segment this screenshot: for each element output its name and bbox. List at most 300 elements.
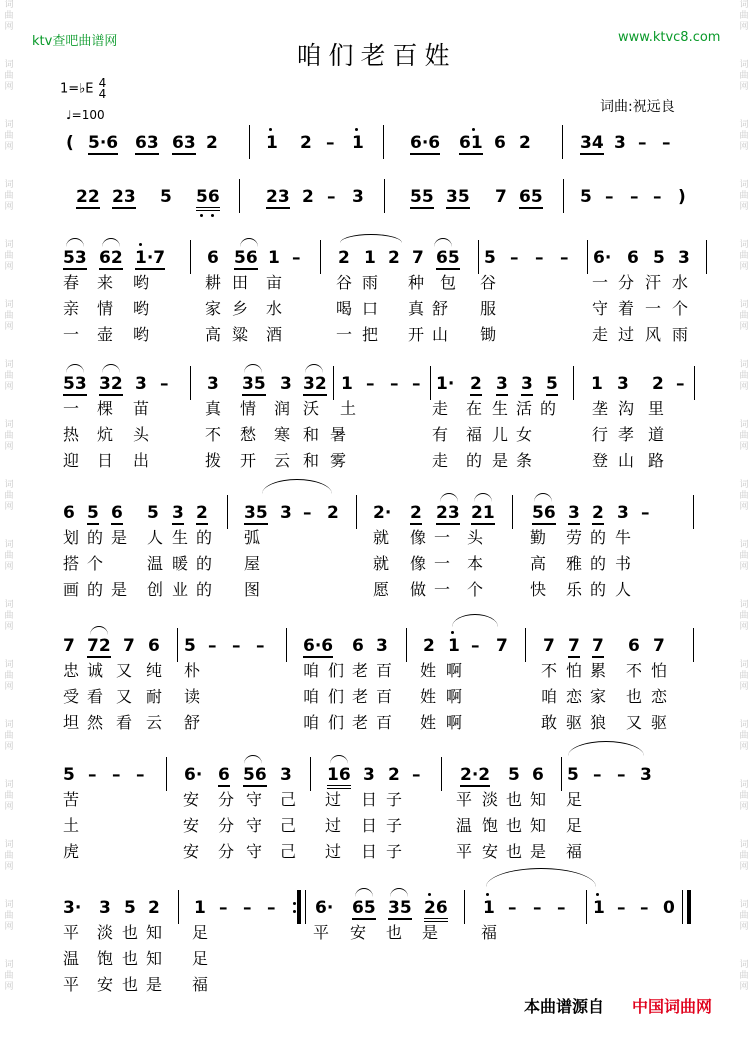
- note: 1: [483, 898, 495, 918]
- high-dot: [269, 128, 272, 131]
- lyric: 福: [481, 923, 498, 942]
- lyric: 安: [482, 842, 499, 861]
- lyric: 愁: [240, 425, 257, 444]
- lyric: 水: [266, 299, 283, 318]
- note: 2: [470, 374, 482, 394]
- lyric: 的: [590, 554, 607, 573]
- lyric: 啊: [446, 713, 463, 732]
- lyric: 一: [592, 273, 609, 292]
- note: 6·: [315, 898, 334, 918]
- barline: [512, 495, 513, 529]
- slur: [568, 741, 644, 756]
- slur: [244, 755, 262, 764]
- note: 6·6: [303, 636, 334, 656]
- lyric: 哟: [133, 325, 150, 344]
- lyric: 开: [408, 325, 425, 344]
- note: 1: [364, 248, 376, 268]
- lyric: 安: [183, 842, 200, 861]
- lyric: 苦: [63, 790, 80, 809]
- repeat-dot: [293, 910, 296, 913]
- note: –: [640, 898, 649, 918]
- note: 2: [388, 248, 400, 268]
- lyric: 温: [147, 554, 164, 573]
- lyrics-line-7-verse-2: [0, 816, 753, 838]
- note: 2: [388, 765, 400, 785]
- watermark-text: 词 曲 网: [739, 480, 749, 512]
- lyric: 子: [386, 790, 403, 809]
- time-signature-top: 4: [98, 76, 107, 90]
- lyric: 福: [192, 975, 209, 994]
- slur: [102, 238, 120, 247]
- watermark-text: 词 曲 网: [4, 720, 14, 752]
- note: 2: [338, 248, 350, 268]
- barline: [561, 757, 562, 791]
- lyric: 也: [626, 687, 643, 706]
- note: 5·6: [88, 133, 119, 153]
- note: 6: [628, 636, 640, 656]
- lyric: 个: [467, 580, 484, 599]
- high-dot: [428, 893, 431, 896]
- lyric: 的: [87, 580, 104, 599]
- source-site-link[interactable]: 中国词曲网: [632, 997, 713, 1016]
- lyric: 行: [592, 425, 609, 444]
- lyrics-line-3-verse-1: [0, 273, 753, 295]
- high-dot: [451, 631, 454, 634]
- note: –: [653, 187, 662, 207]
- lyric: 创: [147, 580, 164, 599]
- lyric: 种: [408, 273, 425, 292]
- note: –: [303, 503, 312, 523]
- lyric: 平: [456, 790, 473, 809]
- lyric: 的: [540, 399, 557, 418]
- site-link-left[interactable]: ktv查吧曲谱网: [32, 34, 118, 49]
- lyric: 划: [63, 528, 80, 547]
- high-dot: [486, 893, 489, 896]
- lyric: 啊: [446, 687, 463, 706]
- lyric: 看: [87, 687, 104, 706]
- lyric: 知: [146, 923, 163, 942]
- lyric: 分: [218, 816, 235, 835]
- barline: [694, 366, 695, 400]
- lyric: 家: [205, 299, 222, 318]
- note: 23: [266, 187, 290, 207]
- lyric: 也: [386, 923, 403, 942]
- watermark-text: 词 曲 网: [739, 420, 749, 452]
- lyric: 哟: [133, 299, 150, 318]
- slur: [330, 755, 348, 764]
- note: 3: [280, 503, 292, 523]
- lyric: 热: [63, 425, 80, 444]
- note: 62: [99, 248, 123, 268]
- note: 26: [424, 898, 448, 922]
- barline: [587, 240, 588, 274]
- note: 56: [532, 503, 556, 523]
- note: 72: [87, 636, 111, 656]
- lyric: 淡: [482, 790, 499, 809]
- note: 63: [172, 133, 196, 153]
- lyric: 一: [434, 580, 451, 599]
- barline: [249, 125, 250, 159]
- barline: [190, 240, 191, 274]
- lyric: 日: [361, 816, 378, 835]
- note: 1·: [436, 374, 455, 394]
- lyric: 们: [328, 713, 345, 732]
- source-label: 本曲谱源自: [524, 997, 605, 1016]
- note: 35: [244, 503, 268, 523]
- lyric: 雨: [362, 273, 379, 292]
- note: 2·: [373, 503, 392, 523]
- lyric: 也: [506, 816, 523, 835]
- barline: [525, 628, 526, 662]
- note: –: [560, 248, 569, 268]
- lyrics-line-8-verse-1: [0, 923, 753, 945]
- lyric: 恋: [566, 687, 583, 706]
- note: 21: [471, 503, 495, 523]
- lyrics-line-6-verse-3: [0, 713, 753, 735]
- lyric: 哟: [133, 273, 150, 292]
- watermark-text: 词 曲 网: [4, 480, 14, 512]
- note: –: [88, 765, 97, 785]
- lyric: 温: [63, 949, 80, 968]
- score-line-8: [0, 898, 753, 922]
- lyric: 又: [116, 687, 133, 706]
- lyric: 图: [244, 580, 261, 599]
- lyric: 咱: [303, 661, 320, 680]
- lyric: 啊: [446, 661, 463, 680]
- lyric: 头: [133, 425, 150, 444]
- lyric: 老: [352, 687, 369, 706]
- lyric: 口: [362, 299, 379, 318]
- lyric: 然: [87, 713, 104, 732]
- lyrics-line-7-verse-3: [0, 842, 753, 864]
- lyric: 守: [246, 790, 263, 809]
- lyric: 一: [434, 528, 451, 547]
- note: 6: [218, 765, 230, 785]
- note: 32: [99, 374, 123, 394]
- note: 5: [124, 898, 136, 918]
- note: 2: [519, 133, 531, 153]
- note: 1: [266, 133, 278, 153]
- lyric: 日: [361, 790, 378, 809]
- barline: [166, 757, 167, 791]
- note: 6: [352, 636, 364, 656]
- key-signature: [60, 78, 106, 100]
- note: 3: [568, 503, 580, 523]
- lyric: 安: [97, 975, 114, 994]
- note: 3: [363, 765, 375, 785]
- watermark-text: 词 曲 网: [739, 660, 749, 692]
- lyric: 狼: [590, 713, 607, 732]
- tempo-marking: ♩=100: [66, 108, 105, 122]
- lyric: 平: [63, 923, 80, 942]
- barline: [383, 125, 384, 159]
- lyric: 过: [325, 816, 342, 835]
- lyric: 把: [362, 325, 379, 344]
- watermark-text: 词 曲 网: [739, 120, 749, 152]
- slur: [434, 238, 452, 247]
- lyric: 老: [352, 661, 369, 680]
- note: 5: [580, 187, 592, 207]
- slur: [240, 238, 258, 247]
- note: –: [557, 898, 566, 918]
- note: 1: [448, 636, 460, 656]
- lyric: 暖: [172, 554, 189, 573]
- lyric: 乡: [232, 299, 249, 318]
- lyric: 姓: [420, 661, 437, 680]
- lyric: 福: [566, 842, 583, 861]
- note: 53: [63, 374, 87, 394]
- note: 34: [580, 133, 604, 153]
- note: –: [327, 187, 336, 207]
- lyric: 像: [410, 554, 427, 573]
- score-line-1: [0, 133, 753, 157]
- lyric: 画: [63, 580, 80, 599]
- lyric: 亲: [63, 299, 80, 318]
- lyric: 驱: [566, 713, 583, 732]
- lyric: 路: [648, 451, 665, 470]
- lyric: 着: [618, 299, 635, 318]
- lyric: 不: [205, 425, 222, 444]
- note: 3: [640, 765, 652, 785]
- final-barline: [682, 890, 691, 924]
- barline: [239, 179, 240, 213]
- watermark-text: 词 曲 网: [739, 240, 749, 272]
- lyric: 怕: [651, 661, 668, 680]
- lyrics-line-6-verse-1: [0, 661, 753, 683]
- lyric: 又: [626, 713, 643, 732]
- note: 1: [341, 374, 353, 394]
- lyric: 日: [97, 451, 114, 470]
- lyric: 守: [246, 842, 263, 861]
- note: 5: [508, 765, 520, 785]
- note: –: [208, 636, 217, 656]
- lyric: 情: [240, 399, 257, 418]
- lyrics-line-4-verse-1: [0, 399, 753, 421]
- lyrics-line-5-verse-3: [0, 580, 753, 602]
- lyric: 粱: [232, 325, 249, 344]
- lyric: 是: [111, 528, 128, 547]
- lyric: 朴: [184, 661, 201, 680]
- note: –: [412, 374, 421, 394]
- watermark-text: 词 曲 网: [4, 360, 14, 392]
- barline: [430, 366, 431, 400]
- lyric: 福: [466, 425, 483, 444]
- lyric: 百: [376, 687, 393, 706]
- watermark-text: 词 曲 网: [739, 300, 749, 332]
- lyric: 饱: [97, 949, 114, 968]
- lyric: 过: [325, 790, 342, 809]
- barline: [406, 628, 407, 662]
- lyric: 苗: [133, 399, 150, 418]
- site-link-right[interactable]: www.ktvc8.com: [618, 30, 721, 45]
- barline: [333, 366, 334, 400]
- lyric: 是: [111, 580, 128, 599]
- note: ): [678, 187, 686, 207]
- lyric: 和: [303, 425, 320, 444]
- high-dot: [139, 243, 142, 246]
- note: 7: [568, 636, 580, 656]
- note: –: [510, 248, 519, 268]
- lyric: 安: [350, 923, 367, 942]
- note: –: [112, 765, 121, 785]
- lyric: 人: [147, 528, 164, 547]
- lyric: 真: [408, 299, 425, 318]
- barline: [384, 179, 385, 213]
- lyric: 读: [184, 687, 201, 706]
- note: 61: [459, 133, 483, 153]
- lyric: 汗: [645, 273, 662, 292]
- note: 3: [172, 503, 184, 523]
- score-line-5: [0, 503, 753, 527]
- note: 35: [388, 898, 412, 918]
- repeat-dot: [293, 902, 296, 905]
- lyric: 和: [303, 451, 320, 470]
- slur: [486, 868, 596, 887]
- lyric: 土: [340, 399, 357, 418]
- lyrics-line-3-verse-2: [0, 299, 753, 321]
- note: 5: [63, 765, 75, 785]
- note: 1·7: [135, 248, 166, 268]
- lyric: 受: [63, 687, 80, 706]
- lyric: 也: [122, 949, 139, 968]
- lyric: 喝: [336, 299, 353, 318]
- note: 65: [519, 187, 543, 207]
- note: –: [638, 133, 647, 153]
- note: 6: [111, 503, 123, 523]
- lyric: 真: [205, 399, 222, 418]
- lyric: 高: [530, 554, 547, 573]
- note: 3: [617, 503, 629, 523]
- time-signature-bottom: 4: [98, 87, 107, 101]
- note: –: [267, 898, 276, 918]
- note: –: [617, 898, 626, 918]
- slur: [102, 364, 120, 373]
- lyric: 日: [361, 842, 378, 861]
- lyric: 守: [592, 299, 609, 318]
- note: 2: [302, 187, 314, 207]
- lyric: 走: [592, 325, 609, 344]
- barline: [178, 890, 179, 924]
- lyric: 儿: [492, 425, 509, 444]
- lyrics-line-8-verse-2: [0, 949, 753, 971]
- lyric: 登: [592, 451, 609, 470]
- lyric: 咱: [541, 687, 558, 706]
- note: 6·: [184, 765, 203, 785]
- note: –: [533, 898, 542, 918]
- note: 1: [352, 133, 364, 153]
- note: 3: [280, 765, 292, 785]
- note: –: [326, 133, 335, 153]
- note: 5: [567, 765, 579, 785]
- lyric: 孝: [618, 425, 635, 444]
- lyric: 淡: [97, 923, 114, 942]
- note: 2: [327, 503, 339, 523]
- note: –: [630, 187, 639, 207]
- lyric: 的: [590, 580, 607, 599]
- lyric: 也: [506, 842, 523, 861]
- watermark-text: 词 曲 网: [739, 600, 749, 632]
- slur: [66, 364, 84, 373]
- lyric: 平: [313, 923, 330, 942]
- slur: [66, 238, 84, 247]
- barline: [573, 366, 574, 400]
- note: 6: [532, 765, 544, 785]
- lyric: 己: [280, 842, 297, 861]
- note: 16: [327, 765, 351, 789]
- barline: [286, 628, 287, 662]
- slur: [440, 493, 458, 502]
- note: 2: [652, 374, 664, 394]
- score-line-2: [0, 187, 753, 211]
- watermark-text: 词 曲 网: [739, 540, 749, 572]
- lyric: 情: [97, 299, 114, 318]
- song-title: 咱们老百姓: [296, 41, 457, 70]
- note: –: [292, 248, 301, 268]
- lyric: 人: [615, 580, 632, 599]
- note: –: [160, 374, 169, 394]
- lyric: 愿: [373, 580, 390, 599]
- slur: [474, 493, 492, 502]
- lyrics-line-6-verse-2: [0, 687, 753, 709]
- lyric: 活: [516, 399, 533, 418]
- lyric: 是: [422, 923, 439, 942]
- note: –: [676, 374, 685, 394]
- barline: [478, 240, 479, 274]
- note: –: [366, 374, 375, 394]
- lyric: 忠: [63, 661, 80, 680]
- lyric: 舒: [184, 713, 201, 732]
- lyric: 诚: [87, 661, 104, 680]
- score-line-6: [0, 636, 753, 660]
- note: 53: [63, 248, 87, 268]
- lyric: 安: [183, 816, 200, 835]
- low-dot: [200, 214, 203, 217]
- watermark-text: 词 曲 网: [739, 900, 749, 932]
- lyric: 里: [648, 399, 665, 418]
- note: 5: [147, 503, 159, 523]
- lyric: 恋: [651, 687, 668, 706]
- lyric: 搭: [63, 554, 80, 573]
- lyric: 头: [467, 528, 484, 547]
- note: 3: [617, 374, 629, 394]
- note: 5: [184, 636, 196, 656]
- lyrics-line-4-verse-3: [0, 451, 753, 473]
- note: 6: [494, 133, 506, 153]
- lyric: 雨: [672, 325, 689, 344]
- watermark-text: 词 曲 网: [4, 840, 14, 872]
- lyrics-line-5-verse-2: [0, 554, 753, 576]
- note: –: [243, 898, 252, 918]
- note: –: [605, 187, 614, 207]
- lyric: 出: [133, 451, 150, 470]
- watermark-text: 词 曲 网: [739, 720, 749, 752]
- lyric: 风: [645, 325, 662, 344]
- lyric: 的: [87, 528, 104, 547]
- lyric: 怕: [566, 661, 583, 680]
- lyric: 虎: [63, 842, 80, 861]
- lyric: 纯: [146, 661, 163, 680]
- barline: [227, 495, 228, 529]
- lyric: 分: [618, 273, 635, 292]
- note: 3: [678, 248, 690, 268]
- lyric: 看: [116, 713, 133, 732]
- lyric: 谷: [336, 273, 353, 292]
- lyric: 的: [590, 528, 607, 547]
- note: 3·: [63, 898, 82, 918]
- lyric: 们: [328, 687, 345, 706]
- note: –: [232, 636, 241, 656]
- note: 22: [76, 187, 100, 207]
